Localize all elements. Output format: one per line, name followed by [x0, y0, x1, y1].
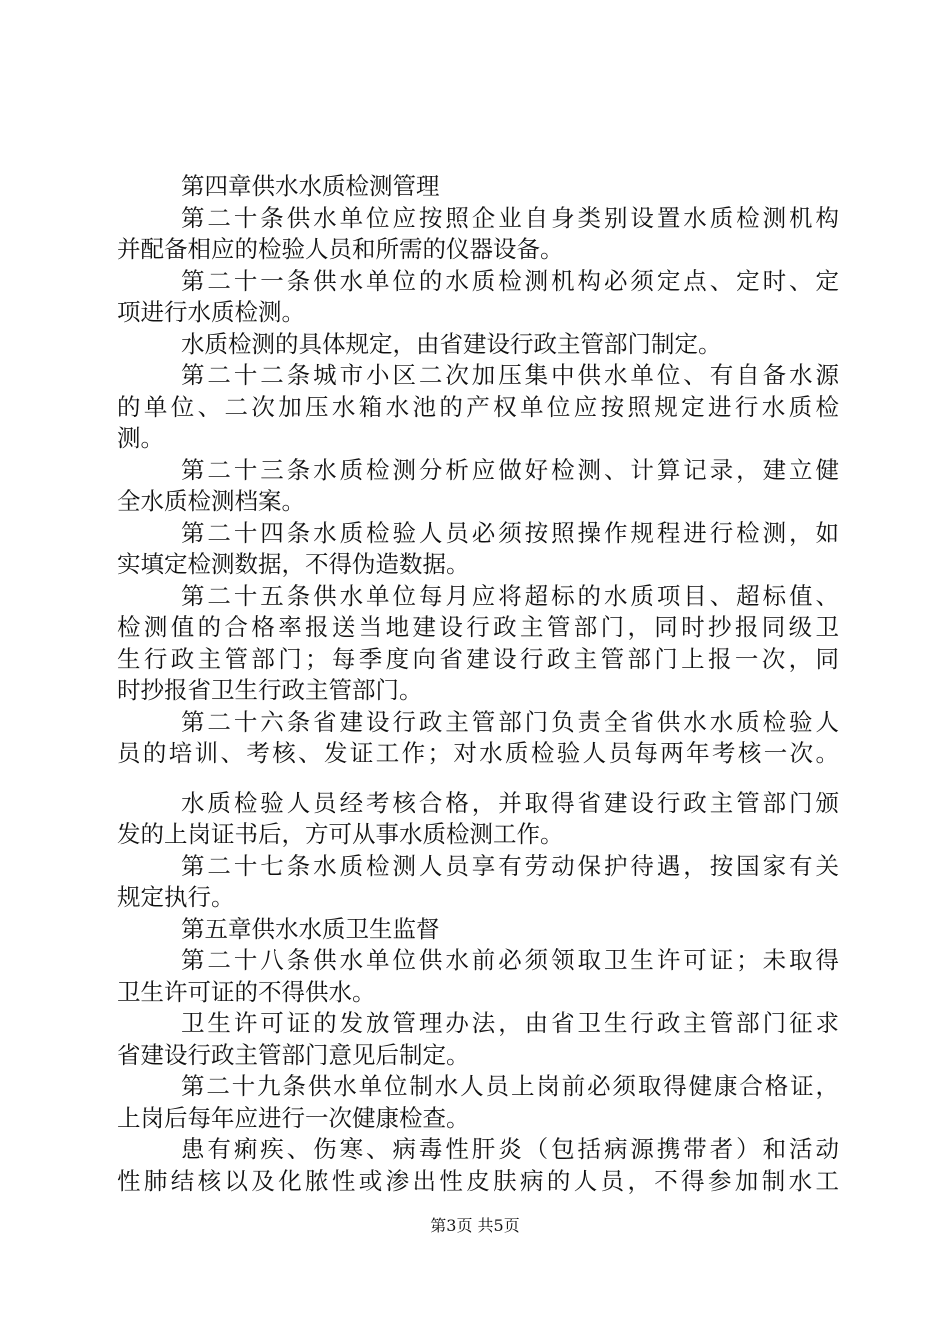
text-line: 第二十一条供水单位的水质检测机构必须定点、定时、定	[181, 266, 839, 295]
text-line: 卫生许可证的发放管理办法，由省卫生行政主管部门征求	[181, 1009, 839, 1037]
document-body	[117, 171, 839, 1197]
text-line: 第二十九条供水单位制水人员上岗前必须取得健康合格证，	[181, 1072, 839, 1100]
text-line: 员的培训、考核、发证工作；对水质检验人员每两年考核一次。	[117, 739, 839, 767]
text-line: 性肺结核以及化脓性或渗出性皮肤病的人员，不得参加制水工	[117, 1166, 839, 1195]
page-number-label: 第3页 共5页	[430, 1216, 520, 1235]
text-line: 实填定检测数据，不得伪造数据。	[117, 550, 470, 578]
text-line: 时抄报省卫生行政主管部门。	[117, 676, 423, 704]
text-line: 第二十五条供水单位每月应将超标的水质项目、超标值、	[181, 581, 839, 610]
text-line: 卫生许可证的不得供水。	[117, 977, 376, 1006]
text-line: 水质检验人员经考核合格，并取得省建设行政主管部门颁	[181, 788, 839, 817]
text-line: 并配备相应的检验人员和所需的仪器设备。	[117, 235, 564, 263]
text-line: 发的上岗证书后，方可从事水质检测工作。	[117, 820, 564, 848]
text-line: 水质检测的具体规定，由省建设行政主管部门制定。	[181, 329, 722, 358]
text-line: 全水质检测档案。	[117, 487, 305, 515]
text-line: 第五章供水水质卫生监督	[181, 914, 440, 943]
text-line: 生行政主管部门；每季度向省建设行政主管部门上报一次，同	[117, 644, 839, 673]
text-line: 测。	[117, 424, 164, 452]
text-line: 上岗后每年应进行一次健康检查。	[117, 1103, 470, 1132]
page-footer	[0, 1216, 950, 1236]
text-line: 检测值的合格率报送当地建设行政主管部门，同时抄报同级卫	[117, 613, 839, 641]
text-line: 第二十条供水单位应按照企业自身类别设置水质检测机构	[181, 203, 839, 232]
text-line: 患有痢疾、伤寒、病毒性肝炎（包括病源携带者）和活动	[181, 1135, 839, 1163]
text-line: 的单位、二次加压水箱水池的产权单位应按照规定进行水质检	[117, 392, 839, 421]
text-line: 第二十六条省建设行政主管部门负责全省供水水质检验人	[181, 707, 839, 736]
text-line: 第二十七条水质检测人员享有劳动保护待遇，按国家有关	[181, 851, 839, 880]
text-line: 省建设行政主管部门意见后制定。	[117, 1040, 470, 1069]
text-line: 第二十四条水质检验人员必须按照操作规程进行检测，如	[181, 518, 839, 547]
paragraph-gap	[117, 770, 839, 788]
text-line: 第二十八条供水单位供水前必须领取卫生许可证；未取得	[181, 946, 839, 974]
text-line: 第四章供水水质检测管理	[181, 172, 440, 200]
text-line: 规定执行。	[117, 883, 235, 911]
text-line: 项进行水质检测。	[117, 298, 305, 326]
text-line: 第二十二条城市小区二次加压集中供水单位、有自备水源	[181, 361, 839, 389]
text-line: 第二十三条水质检测分析应做好检测、计算记录，建立健	[181, 455, 839, 484]
